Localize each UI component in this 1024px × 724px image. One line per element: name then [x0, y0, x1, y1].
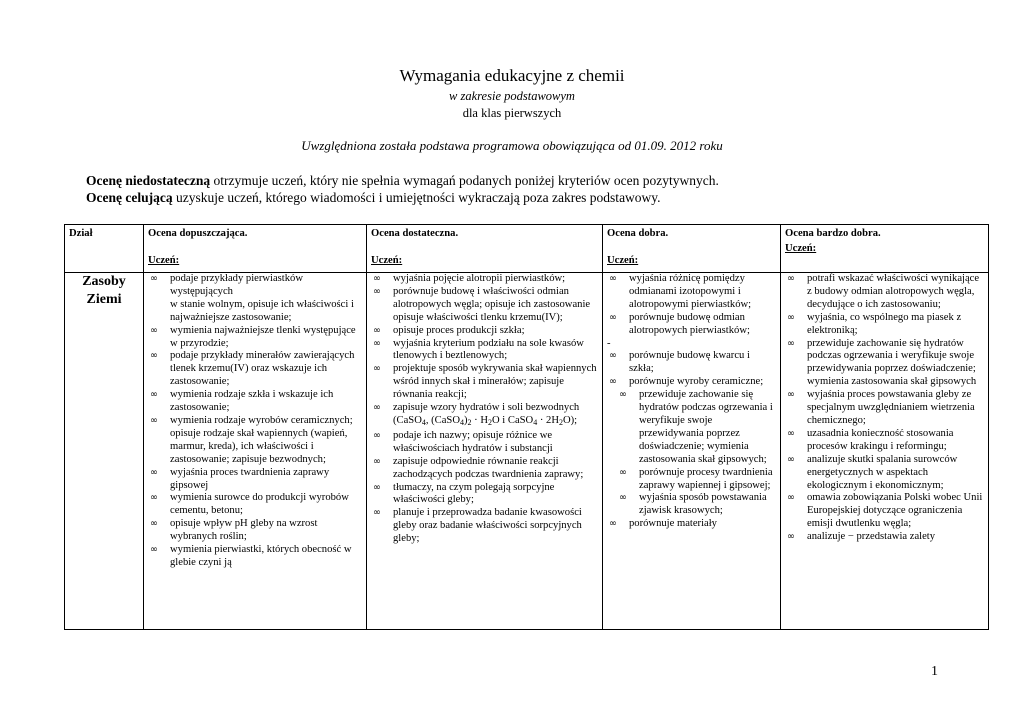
- page-title: Wymagania edukacyjne z chemii: [399, 66, 625, 85]
- page-number: 1: [931, 664, 938, 679]
- cell-dopuszczajaca: ∞ podaje przykłady pierwiastków występujących w stanie wolnym, opisuje ich właściwości i najważniejsze zastosowanie; ∞ wymienia najważniejsze tlenki występujące w przyrodzie; ∞ podaje przykłady minerałów zawierających tlenek krzemu(IV) oraz wskazuje ich zastosowanie; ∞ wymienia rodzaje szkła i wskazuje ich zastosowanie; ∞ wymienia rodzaje wyrobów ceramicznych; opisuje rodzaje skał wapiennych (wapień, marmur, kreda), ich właściwości i zastosowanie; zapisuje bezwodnych; ∞ wyjaśnia proces twardnienia zaprawy gipsowej ∞ wymienia surowce do produkcji wyrobów cementu, betonu; ∞ opisuje wpływ pH gleby na wzrost wybranych roślin; ∞ wymienia pierwiastki, których obecność w glebie czyni ją: [144, 273, 367, 630]
- cell-bardzo-dobra: ∞ potrafi wskazać właściwości wynikające z budowy odmian alotropowych węgla, decydujące o ich zastosowaniu; ∞ wyjaśnia, co wspólnego ma piasek z elektroniką; ∞ przewiduje zachowanie się hydratów podczas ogrzewania i weryfikuje swoje przewidywania poprzez doświadczenie; wymienia zastosowania skał gipsowych ∞ wyjaśnia proces powstawania gleby ze specjalnym uwzględnianiem wietrzenia chemicznego; ∞ uzasadnia konieczność stosowania procesów krakingu i reformingu; ∞ analizuje skutki spalania surowców energetycznych w aspektach ekologicznym i ekonomicznym; ∞ omawia zobowiązania Polski wobec Unii Europejskiej dotyczące ograniczenia emisji dwutlenku węgla; ∞ analizuje − przedstawia zalety: [781, 273, 989, 630]
- page-subtitle: w zakresie podstawowym: [449, 89, 575, 103]
- grade-insufficient-text: otrzymuje uczeń, który nie spełnia wymagań podanych poniżej kryteriów ocen pozytywnych.: [210, 173, 719, 188]
- header-ocena-dobra: Ocena dobra. Uczeń:: [603, 225, 781, 273]
- table-row-zasoby-ziemi: [65, 273, 989, 630]
- grade-excellent-label: Ocenę celującą: [86, 190, 173, 205]
- header-ocena-dopuszczajaca: Ocena dopuszczająca. Uczeń:: [144, 225, 367, 273]
- header-ocena-bardzo-dobra: Ocena bardzo dobra. Uczeń:: [781, 225, 989, 273]
- grade-insufficient-note: [86, 173, 719, 189]
- header-ocena-dostateczna: Ocena dostateczna. Uczeń:: [367, 225, 603, 273]
- grade-excellent-text: uzyskuje uczeń, którego wiadomości i umiejętności wykraczają poza zakres podstawowy.: [172, 190, 661, 205]
- grade-excellent-note: [86, 190, 661, 206]
- dzial-cell: Zasoby Ziemi: [65, 273, 144, 630]
- table-header-row: [65, 225, 989, 273]
- requirements-table: [64, 224, 989, 630]
- curriculum-basis-note: Uwzględniona została podstawa programowa obowiązująca od 01.09. 2012 roku: [301, 138, 723, 153]
- cell-dobra: ∞ wyjaśnia różnicę pomiędzy odmianami izotopowymi i alotropowymi pierwiastków; ∞ porównuje budowę odmian alotropowych pierwiastków; - ∞ porównuje budowę kwarcu i szkła; ∞ porównuje wyroby ceramiczne; ∞ przewiduje zachowanie się hydratów podczas ogrzewania i weryfikuje swoje przewidywania poprzez doświadczenie; wymienia zastosowania skał gipsowych; ∞ porównuje procesy twardnienia zaprawy wapiennej i gipsowej; ∞ wyjaśnia sposób powstawania zjawisk krasowych; ∞ porównuje materiały: [603, 273, 781, 630]
- header-dzial: Dział: [65, 225, 144, 273]
- page-subtitle-classes: dla klas pierwszych: [462, 106, 562, 120]
- cell-dostateczna: ∞ wyjaśnia pojęcie alotropii pierwiastków; ∞ porównuje budowę i właściwości odmian alotropowych węgla; opisuje ich zastosowanie opisuje właściwości tlenku krzemu(IV); ∞ opisuje proces produkcji szkła; ∞ wyjaśnia kryterium podziału na sole kwasów tlenowych i beztlenowych; ∞ projektuje sposób wykrywania skał wapiennych wśród innych skał i minerałów; zapisuje równania reakcji; ∞ zapisuje wzory hydratów i soli bezwodnych (CaSO$_4$, $(CaSO_4)_2 \cdot H_2O$ i CaSO$_4$ · $2H_2O$); ∞ podaje ich nazwy; opisuje różnice we właściwościach hydratów i substancji ∞ zapisuje odpowiednie równanie reakcji zachodzących podczas twardnienia zaprawy; ∞ tłumaczy, na czym polegają sorpcyjne właściwości gleby; ∞ planuje i przeprowadza badanie kwasowości gleby oraz badanie właściwości sorpcyjnych gleby;: [367, 273, 603, 630]
- grade-insufficient-label: Ocenę niedostateczną: [86, 173, 211, 188]
